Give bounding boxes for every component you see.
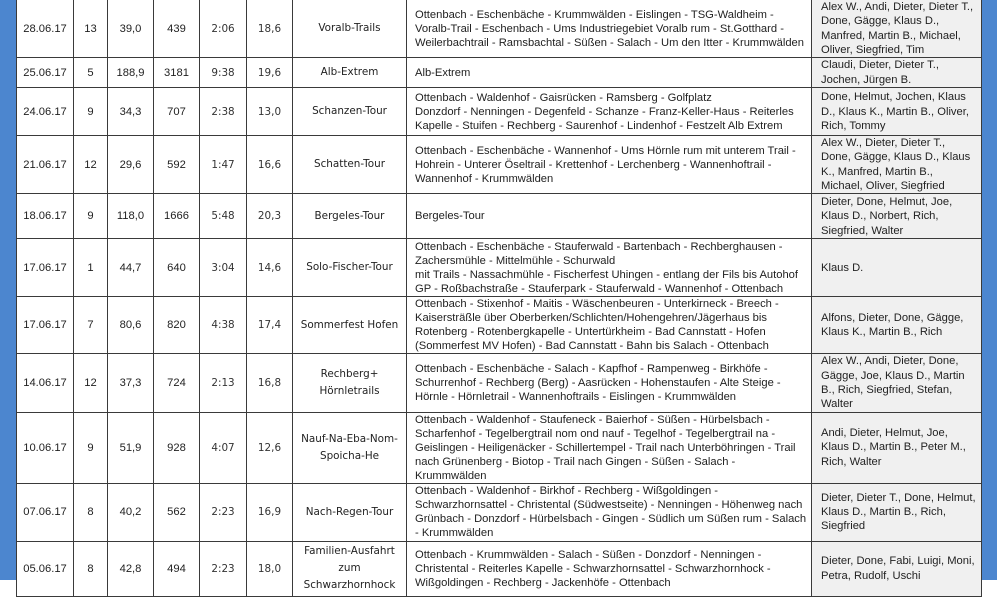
- tour-name-cell: Nach-Regen-Tour: [293, 483, 407, 541]
- riders-cell: Dieter, Done, Helmut, Joe, Klaus D., Norbert, Rich, Siegfried, Walter: [812, 194, 982, 239]
- distance-cell: 40,2: [108, 483, 154, 541]
- table-row: [17, 88, 982, 136]
- tour-name-cell: Familien-Ausfahrt zum Schwarzhornhock: [293, 541, 407, 596]
- participants-cell: 5: [74, 58, 108, 88]
- participants-cell: 8: [74, 541, 108, 596]
- participants-cell: 12: [74, 354, 108, 412]
- speed-cell: 16,8: [247, 354, 293, 412]
- distance-cell: 34,3: [108, 88, 154, 136]
- tour-name-cell: Nauf-Na-Eba-Nom-Spoicha-He: [293, 412, 407, 483]
- tour-name-cell: Schatten-Tour: [293, 136, 407, 194]
- route-cell: Ottenbach - Waldenhof - Birkhof - Rechberg - Wißgoldingen - Schwarzhornsattel - Christental (Südwestseite) - Nenningen - Höhenweg nach Grünbach - Donzdorf - Hürbelsbach - Gingen - Südlich um Süßen rum - Salach - Krummwälden: [407, 483, 812, 541]
- speed-cell: 18,6: [247, 0, 293, 58]
- table-body: [17, 0, 982, 596]
- elevation-cell: 494: [154, 541, 200, 596]
- participants-cell: 7: [74, 297, 108, 354]
- table-row: [17, 239, 982, 297]
- duration-cell: 9:38: [200, 58, 247, 88]
- route-cell: Ottenbach - Eschenbäche - Krummwälden - Eislingen - TSG-Waldheim - Voralb-Trail - Eschenbach - Ums Industriegebiet Voralb rum - St.Gotthard - Weilerbachtrail - Ramsbachtal - Süßen - Salach - Um den Itter - Krummwälden: [407, 0, 812, 58]
- duration-cell: 4:07: [200, 412, 247, 483]
- table-row: [17, 0, 982, 58]
- route-cell: Bergeles-Tour: [407, 194, 812, 239]
- table-row: [17, 412, 982, 483]
- tour-name-cell: Solo-Fischer-Tour: [293, 239, 407, 297]
- date-cell: 07.06.17: [17, 483, 74, 541]
- speed-cell: 14,6: [247, 239, 293, 297]
- elevation-cell: 820: [154, 297, 200, 354]
- participants-cell: 9: [74, 412, 108, 483]
- distance-cell: 51,9: [108, 412, 154, 483]
- distance-cell: 39,0: [108, 0, 154, 58]
- riders-cell: Dieter, Done, Fabi, Luigi, Moni, Petra, Rudolf, Uschi: [812, 541, 982, 596]
- date-cell: 18.06.17: [17, 194, 74, 239]
- elevation-cell: 3181: [154, 58, 200, 88]
- elevation-cell: 928: [154, 412, 200, 483]
- duration-cell: 3:04: [200, 239, 247, 297]
- participants-cell: 8: [74, 483, 108, 541]
- route-cell: Ottenbach - Waldenhof - Gaisrücken - Ramsberg - Golfplatz Donzdorf - Nenningen - Degenfeld - Schanze - Franz-Keller-Haus - Reiterles Kapelle - Stuifen - Rechberg - Saurenhof - Lindenhof - Festzelt Alb Extrem: [407, 88, 812, 136]
- route-cell: Ottenbach - Eschenbäche - Stauferwald - Bartenbach - Rechberghausen - Zachersmühle - Mittelmühle - Schurwald mit Trails - Nassachmühle - Fischerfest Uhingen - entlang der Fils bis Autohof GP - Roßbachstraße - Stauferpark - Stauferwald - Wannenhof - Ottenbach: [407, 239, 812, 297]
- distance-cell: 29,6: [108, 136, 154, 194]
- participants-cell: 1: [74, 239, 108, 297]
- participants-cell: 12: [74, 136, 108, 194]
- elevation-cell: 640: [154, 239, 200, 297]
- table-row: [17, 354, 982, 412]
- duration-cell: 2:38: [200, 88, 247, 136]
- duration-cell: 5:48: [200, 194, 247, 239]
- riders-cell: Alex W., Dieter, Dieter T., Done, Gägge, Klaus D., Klaus K., Manfred, Martin B., Michael, Oliver, Siegfried: [812, 136, 982, 194]
- route-cell: Alb-Extrem: [407, 58, 812, 88]
- speed-cell: 12,6: [247, 412, 293, 483]
- tour-name-cell: Bergeles-Tour: [293, 194, 407, 239]
- duration-cell: 2:06: [200, 0, 247, 58]
- tour-name-cell: Sommerfest Hofen: [293, 297, 407, 354]
- table-row: [17, 297, 982, 354]
- elevation-cell: 562: [154, 483, 200, 541]
- riders-cell: Claudi, Dieter, Dieter T., Jochen, Jürgen B.: [812, 58, 982, 88]
- table-row: [17, 58, 982, 88]
- speed-cell: 19,6: [247, 58, 293, 88]
- distance-cell: 118,0: [108, 194, 154, 239]
- tour-log-table: [16, 0, 982, 597]
- tour-name-cell: Schanzen-Tour: [293, 88, 407, 136]
- speed-cell: 18,0: [247, 541, 293, 596]
- riders-cell: Andi, Dieter, Helmut, Joe, Klaus D., Martin B., Peter M., Rich, Walter: [812, 412, 982, 483]
- tour-name-cell: Voralb-Trails: [293, 0, 407, 58]
- tour-name-cell: Rechberg+ Hörnletrails: [293, 354, 407, 412]
- date-cell: 17.06.17: [17, 297, 74, 354]
- speed-cell: 20,3: [247, 194, 293, 239]
- participants-cell: 9: [74, 194, 108, 239]
- date-cell: 05.06.17: [17, 541, 74, 596]
- duration-cell: 1:47: [200, 136, 247, 194]
- route-cell: Ottenbach - Eschenbäche - Wannenhof - Ums Hörnle rum mit unterem Trail - Hohrein - Unterer Öseltrail - Krettenhof - Lerchenberg - Wannenhoftrail - Wannenhof - Krummwälden: [407, 136, 812, 194]
- date-cell: 24.06.17: [17, 88, 74, 136]
- date-cell: 21.06.17: [17, 136, 74, 194]
- distance-cell: 42,8: [108, 541, 154, 596]
- distance-cell: 37,3: [108, 354, 154, 412]
- elevation-cell: 592: [154, 136, 200, 194]
- left-frame-strip: [0, 0, 16, 580]
- speed-cell: 16,6: [247, 136, 293, 194]
- riders-cell: Alex W., Andi, Dieter, Done, Gägge, Joe, Klaus D., Martin B., Rich, Siegfried, Stefan, Walter: [812, 354, 982, 412]
- elevation-cell: 724: [154, 354, 200, 412]
- date-cell: 14.06.17: [17, 354, 74, 412]
- route-cell: Ottenbach - Eschenbäche - Salach - Kapfhof - Rampenweg - Birkhöfe - Schurrenhof - Rechberg (Berg) - Aasrücken - Hohenstaufen - Alte Steige - Hörnle - Hörnletrail - Wannenhoftrails - Eislingen - Krummwälden: [407, 354, 812, 412]
- riders-cell: Klaus D.: [812, 239, 982, 297]
- date-cell: 17.06.17: [17, 239, 74, 297]
- elevation-cell: 707: [154, 88, 200, 136]
- table-row: [17, 483, 982, 541]
- participants-cell: 13: [74, 0, 108, 58]
- right-frame-strip: [981, 0, 997, 580]
- tour-name-cell: Alb-Extrem: [293, 58, 407, 88]
- distance-cell: 80,6: [108, 297, 154, 354]
- elevation-cell: 439: [154, 0, 200, 58]
- date-cell: 25.06.17: [17, 58, 74, 88]
- speed-cell: 13,0: [247, 88, 293, 136]
- route-cell: Ottenbach - Krummwälden - Salach - Süßen - Donzdorf - Nenningen - Christental - Reiterles Kapelle - Schwarzhornsattel - Schwarzhornhock - Wißgoldingen - Rechberg - Jackenhöfe - Ottenbach: [407, 541, 812, 596]
- table-row: [17, 541, 982, 596]
- participants-cell: 9: [74, 88, 108, 136]
- table-row: [17, 194, 982, 239]
- duration-cell: 2:13: [200, 354, 247, 412]
- speed-cell: 16,9: [247, 483, 293, 541]
- table-row: [17, 136, 982, 194]
- riders-cell: Alfons, Dieter, Done, Gägge, Klaus K., Martin B., Rich: [812, 297, 982, 354]
- date-cell: 28.06.17: [17, 0, 74, 58]
- elevation-cell: 1666: [154, 194, 200, 239]
- duration-cell: 2:23: [200, 541, 247, 596]
- date-cell: 10.06.17: [17, 412, 74, 483]
- route-cell: Ottenbach - Waldenhof - Staufeneck - Baierhof - Süßen - Hürbelsbach - Scharfenhof - Tegelbergtrail nom ond nauf - Tegelhof - Tegelbergtrail na - Geislingen - Heiligenäcker - Schillertempel - Trail nach Unterböhringen - Trail nach Grünenberg - Biotop - Trail nach Gingen - Süßen - Salach - Krummwälden: [407, 412, 812, 483]
- riders-cell: Dieter, Dieter T., Done, Helmut, Klaus D., Martin B., Rich, Siegfried: [812, 483, 982, 541]
- riders-cell: Alex W., Andi, Dieter, Dieter T., Done, Gägge, Klaus D., Manfred, Martin B., Michael, Oliver, Siegfried, Tim: [812, 0, 982, 58]
- tour-log-table-wrapper: [16, 0, 981, 597]
- speed-cell: 17,4: [247, 297, 293, 354]
- route-cell: Ottenbach - Stixenhof - Maitis - Wäschenbeuren - Unterkirneck - Breech - Kaisersträßle über Oberberken/Schlichten/Hohengehren/Jägerhaus bis Rotenberg - Rotenbergkapelle - Untertürkheim - Bad Cannstatt - Hofen (Sommerfest MV Hofen) - Bad Cannstatt - Bahn bis Salach - Ottenbach: [407, 297, 812, 354]
- distance-cell: 44,7: [108, 239, 154, 297]
- distance-cell: 188,9: [108, 58, 154, 88]
- riders-cell: Done, Helmut, Jochen, Klaus D., Klaus K., Martin B., Oliver, Rich, Tommy: [812, 88, 982, 136]
- duration-cell: 2:23: [200, 483, 247, 541]
- duration-cell: 4:38: [200, 297, 247, 354]
